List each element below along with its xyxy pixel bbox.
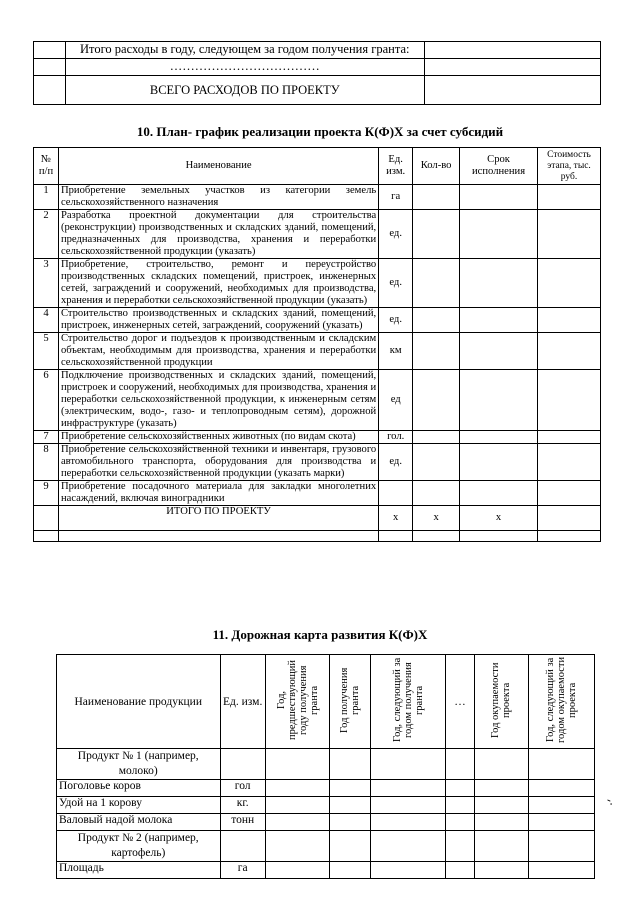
total-row-cost [538, 506, 601, 531]
roadmap-table [56, 654, 595, 879]
total-row-term: х [460, 506, 538, 531]
row-number: 6 [34, 370, 59, 431]
col-header-unit: Ед. изм. [220, 655, 265, 749]
row-unit: гол. [379, 431, 413, 444]
row-product: Поголовье коров [57, 780, 221, 797]
margin-mark: ‑. [604, 792, 617, 808]
table-header-row [57, 655, 595, 749]
row-cost [538, 185, 601, 210]
row-number: 2 [34, 210, 59, 259]
row-unit: тонн [220, 814, 265, 831]
row-qty [413, 444, 460, 481]
row-name: Приобретение сельскохозяйственных животных (по видам скота) [58, 431, 378, 444]
expenses-summary-table [33, 41, 601, 105]
col-header-cost: Стоимость этапа, тыс. руб. [538, 148, 601, 185]
row-product: Продукт № 1 (например, молоко) [57, 749, 221, 780]
col-header-year-after: Год, следующий за годом получения гранта [371, 655, 446, 749]
row-unit: ед. [379, 308, 413, 333]
row-cost [538, 308, 601, 333]
col-header-term: Срок исполнения [460, 148, 538, 185]
row-term [460, 210, 538, 259]
row-number: 5 [34, 333, 59, 370]
table-row [34, 308, 601, 333]
row-term [460, 370, 538, 431]
total-row-unit: х [379, 506, 413, 531]
table-row-total [34, 506, 601, 531]
row-unit [220, 749, 265, 780]
col-header-product: Наименование продукции [57, 655, 221, 749]
table-row [34, 370, 601, 431]
row-unit: ед. [379, 444, 413, 481]
row-cost [538, 259, 601, 308]
table-row [57, 797, 595, 814]
table-row [34, 210, 601, 259]
row-qty [413, 259, 460, 308]
implementation-schedule-table [33, 147, 601, 542]
total-row-qty: х [413, 506, 460, 531]
row-name: Строительство дорог и подъездов к производственным и складским объектам, необходимым для производства, хранения и переработки сельскохозяйственной продукции [58, 333, 378, 370]
section-11-title: 11. Дорожная карта развития К(Ф)Х [212, 627, 428, 642]
table-row [34, 333, 601, 370]
table-row [57, 814, 595, 831]
col-header-after-payback: Год, следующий за годом окупаемости проекта [528, 655, 595, 749]
row-name: Приобретение земельных участков из категории земель сельскохозяйственного назначения [58, 185, 378, 210]
total-row-label: ИТОГО ПО ПРОЕКТУ [58, 506, 378, 531]
table-row [34, 444, 601, 481]
col-header-payback: Год окупаемости проекта [474, 655, 528, 749]
row-unit: га [379, 185, 413, 210]
row-product: Продукт № 2 (например, картофель) [57, 831, 221, 862]
row-cost [538, 444, 601, 481]
table-row [34, 259, 601, 308]
row-unit [379, 481, 413, 506]
roadmap-body [57, 749, 595, 879]
row-term [460, 333, 538, 370]
row-term [460, 308, 538, 333]
row-cost [538, 370, 601, 431]
col-header-dots: … [446, 655, 474, 749]
total-row-num [34, 506, 59, 531]
row-product: Площадь [57, 862, 221, 879]
row-qty [413, 370, 460, 431]
row-unit: ед. [379, 259, 413, 308]
row-name: Подключение производственных и складских зданий, помещений, пристроек и сооружений, необходимых для производства, хранения и переработки сельскохозяйственной продукции, к инженерным сетям (электрическим, водо-, газо- и теплопроводным сетям), дорожной инфраструктуре (указать) [58, 370, 378, 431]
row-product: Валовый надой молока [57, 814, 221, 831]
row-name: Строительство производственных и складских зданий, помещений, пристроек, инженерных сетей, заграждений, сооружений (указать) [58, 308, 378, 333]
col-header-name: Наименование [58, 148, 378, 185]
row-term [460, 481, 538, 506]
row-unit: ед. [379, 210, 413, 259]
table-row [34, 481, 601, 506]
row-term [460, 431, 538, 444]
row-unit: гол [220, 780, 265, 797]
row-qty [413, 333, 460, 370]
table-row [34, 185, 601, 210]
row-number: 9 [34, 481, 59, 506]
table-row [57, 749, 595, 780]
row-term [460, 444, 538, 481]
row-qty [413, 210, 460, 259]
row-number: 3 [34, 259, 59, 308]
row-name: Приобретение посадочного материала для закладки многолетних насаждений, включая виноградники [58, 481, 378, 506]
table-row [34, 431, 601, 444]
row-term [460, 259, 538, 308]
table-row [34, 76, 601, 105]
col-header-year-grant: Год получения гранта [330, 655, 371, 749]
row-unit [220, 831, 265, 862]
table-row [34, 42, 601, 59]
row-number: 1 [34, 185, 59, 210]
row-qty [413, 431, 460, 444]
row-number: 7 [34, 431, 59, 444]
schedule-body [34, 185, 601, 542]
row-number: 4 [34, 308, 59, 333]
row-cost [538, 210, 601, 259]
dotted-placeholder: ……………………………… [65, 59, 424, 76]
row-unit: км [379, 333, 413, 370]
table-row [34, 531, 601, 542]
row-unit: кг. [220, 797, 265, 814]
row-name: Разработка проектной документации для строительства (реконструкции) производственных и складских зданий, помещений, предназначенных для производства, хранения и переработки сельскохозяйственной продукции (указать) [58, 210, 378, 259]
row-unit: га [220, 862, 265, 879]
row-term [460, 185, 538, 210]
col-header-qty: Кол-во [413, 148, 460, 185]
row-qty [413, 308, 460, 333]
total-expenses-label: ВСЕГО РАСХОДОВ ПО ПРОЕКТУ [65, 76, 424, 105]
row-qty [413, 481, 460, 506]
row-cost [538, 481, 601, 506]
row-qty [413, 185, 460, 210]
row-name: Приобретение, строительство, ремонт и переустройство производственных складских помещений, пристроек, инженерных сетей, заграждений и сооружений, необходимых для производства, хранения и переработки сельскохозяйственной продукции (указать) [58, 259, 378, 308]
col-header-num: № п/п [34, 148, 59, 185]
col-header-unit: Ед. изм. [379, 148, 413, 185]
row-number: 8 [34, 444, 59, 481]
row-unit: ед [379, 370, 413, 431]
table-row [57, 831, 595, 862]
section-10-title: 10. План- график реализации проекта К(Ф)Х за счет субсидий [136, 124, 504, 139]
row-name: Приобретение сельскохозяйственной техники и инвентаря, грузового автомобильного транспорта, оборудования для производства и переработки сельскохозяйственной продукции (указать марки) [58, 444, 378, 481]
table-header-row [34, 148, 601, 185]
row-product: Удой на 1 корову [57, 797, 221, 814]
row-cost [538, 333, 601, 370]
table-row [34, 59, 601, 76]
col-header-year-before: Год, предшествующий году получения гранта [265, 655, 329, 749]
table-row [57, 780, 595, 797]
row-cost [538, 431, 601, 444]
table-row [57, 862, 595, 879]
next-year-expenses-label: Итого расходы в году, следующем за годом получения гранта: [65, 42, 424, 59]
